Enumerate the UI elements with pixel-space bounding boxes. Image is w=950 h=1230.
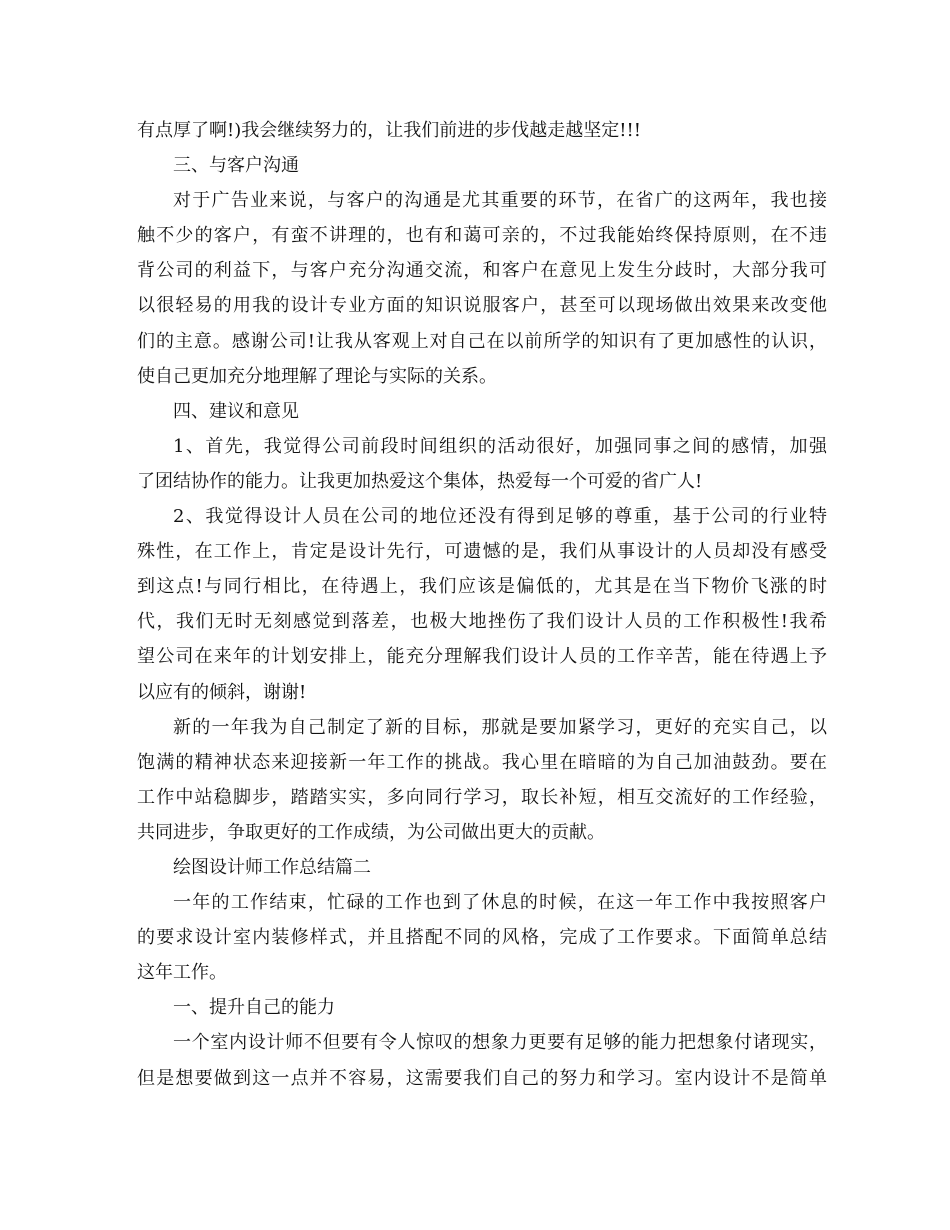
paragraph-line: 望公司在来年的计划安排上，能充分理解我们设计人员的工作辛苦，能在待遇上予 bbox=[137, 646, 827, 668]
paragraph-line: 到这点!与同行相比，在待遇上，我们应该是偏低的，尤其是在当下物价飞涨的时 bbox=[137, 576, 827, 598]
paragraph-line: 代，我们无时无刻感觉到落差，也极大地挫伤了我们设计人员的工作积极性!我希 bbox=[137, 611, 827, 633]
section-heading: 绘图设计师工作总结篇二 bbox=[173, 856, 371, 878]
paragraph-line: 殊性，在工作上，肯定是设计先行，可遗憾的是，我们从事设计的人员却没有感受 bbox=[137, 541, 827, 563]
paragraph-line: 有点厚了啊!)我会继续努力的，让我们前进的步伐越走越坚定!!! bbox=[137, 120, 641, 141]
paragraph-line: 工作中站稳脚步，踏踏实实，多向同行学习，取长补短，相互交流好的工作经验， bbox=[137, 786, 827, 808]
paragraph-line: 1、首先，我觉得公司前段时间组织的活动很好，加强同事之间的感情，加强 bbox=[173, 435, 827, 457]
paragraph-line: 以很轻易的用我的设计专业方面的知识说服客户，甚至可以现场做出效果来改变他 bbox=[137, 295, 827, 317]
paragraph-line: 但是想要做到这一点并不容易，这需要我们自己的努力和学习。室内设计不是简单 bbox=[137, 1067, 827, 1089]
paragraph-line: 一个室内设计师不但要有令人惊叹的想象力更要有足够的能力把想象付诸现实， bbox=[173, 1032, 827, 1054]
paragraph-line: 了团结协作的能力。让我更加热爱这个集体，热爱每一个可爱的省广人! bbox=[137, 470, 703, 492]
paragraph-line: 这年工作。 bbox=[137, 962, 227, 984]
section-heading: 三、与客户沟通 bbox=[173, 155, 299, 177]
section-heading: 四、建议和意见 bbox=[173, 400, 299, 422]
paragraph-line: 背公司的利益下，与客户充分沟通交流，和客户在意见上发生分歧时，大部分我可 bbox=[137, 260, 827, 282]
paragraph-line: 以应有的倾斜，谢谢! bbox=[137, 681, 307, 703]
paragraph-line: 对于广告业来说，与客户的沟通是尤其重要的环节，在省广的这两年，我也接 bbox=[173, 190, 827, 212]
paragraph-line: 们的主意。感谢公司!让我从客观上对自己在以前所学的知识有了更加感性的认识， bbox=[137, 330, 827, 352]
paragraph-line: 一年的工作结束，忙碌的工作也到了休息的时候，在这一年工作中我按照客户 bbox=[173, 892, 827, 914]
paragraph-line: 饱满的精神状态来迎接新一年工作的挑战。我心里在暗暗的为自己加油鼓劲。要在 bbox=[137, 751, 827, 773]
document-body bbox=[137, 113, 827, 1096]
paragraph-line: 使自己更加充分地理解了理论与实际的关系。 bbox=[137, 365, 497, 387]
section-heading: 一、提升自己的能力 bbox=[173, 997, 335, 1019]
paragraph-line: 新的一年我为自己制定了新的目标，那就是要加紧学习，更好的充实自己，以 bbox=[173, 716, 827, 738]
paragraph-line: 共同进步，争取更好的工作成绩，为公司做出更大的贡献。 bbox=[137, 821, 605, 843]
paragraph-line: 触不少的客户，有蛮不讲理的，也有和蔼可亲的，不过我能始终保持原则，在不违 bbox=[137, 225, 827, 247]
paragraph-line: 的要求设计室内装修样式，并且搭配不同的风格，完成了工作要求。下面简单总结 bbox=[137, 927, 827, 949]
paragraph-line: 2、我觉得设计人员在公司的地位还没有得到足够的尊重，基于公司的行业特 bbox=[173, 506, 827, 528]
